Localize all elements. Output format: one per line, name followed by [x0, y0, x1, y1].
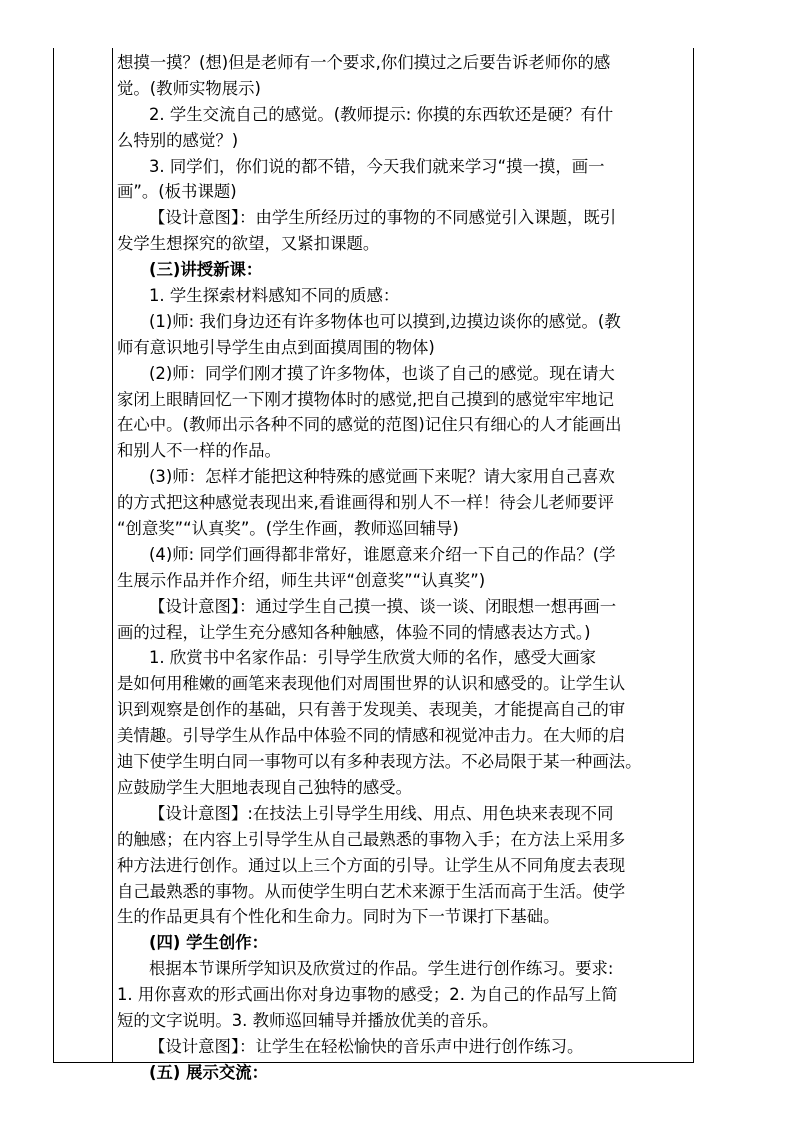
text-line: 画的过程，让学生充分感知各种触感，体验不同的情感表达方式。) [117, 622, 591, 642]
table-column-divider [112, 48, 113, 1063]
text-line: (4)师: 同学们画得都非常好，谁愿意来介绍一下自己的作品？(学 [149, 544, 616, 564]
text-line: 么特别的感觉？) [117, 130, 239, 150]
lesson-content [117, 50, 690, 1086]
text-line: 【设计意图】：由学生所经历过的事物的不同感觉引入课题，既引 [149, 208, 617, 228]
text-line: (3)师：怎样才能把这种特殊的感觉画下来呢？请大家用自己喜欢 [149, 467, 615, 487]
text-line: 和别人不一样的作品。 [117, 441, 281, 461]
text-line: 是如何用稚嫩的画笔来表现他们对周围世界的认识和感受的。让学生认 [117, 674, 626, 694]
text-line: 在心中。(教师出示各种不同的感觉的范图)记住只有细心的人才能画出 [117, 415, 622, 435]
text-line: 生展示作品并作介绍，师生共评“创意奖”“认真奖”) [117, 570, 486, 590]
text-line: 2. 学生交流自己的感觉。(教师提示: 你摸的东西软还是硬？有什 [149, 104, 614, 124]
section-heading: (四) 学生创作： [149, 933, 269, 953]
table-left-border [53, 48, 54, 1063]
text-line: 美情趣。引导学生从作品中体验不同的情感和视觉冲击力。在大师的启 [117, 726, 626, 746]
text-line: “创意奖”“认真奖”。(学生作画，教师巡回辅导) [117, 519, 459, 539]
text-line: 1. 学生探索材料感知不同的质感： [149, 286, 400, 306]
text-line: 家闭上眼睛回忆一下刚才摸物体时的感觉,把自己摸到的感觉牢牢地记 [117, 389, 614, 409]
text-line: 1. 欣赏书中名家作品：引导学生欣赏大师的名作，感受大画家 [149, 648, 597, 668]
text-line: (2)师：同学们刚才摸了许多物体，也谈了自己的感觉。现在请大 [149, 363, 615, 383]
section-heading: (五) 展示交流： [149, 1062, 269, 1082]
table-right-border [693, 48, 694, 1063]
text-line: 3. 同学们，你们说的都不错，今天我们就来学习“摸一摸，画一 [149, 156, 605, 176]
text-line: 师有意识地引导学生由点到面摸周围的物体) [117, 337, 435, 357]
text-line: 短的文字说明。3. 教师巡回辅导并播放优美的音乐。 [117, 1010, 499, 1030]
text-line: 的触感；在内容上引导学生从自己最熟悉的事物入手；在方法上采用多 [117, 829, 626, 849]
text-line: 根据本节课所学知识及欣赏过的作品。学生进行创作练习。要求: [149, 959, 614, 979]
text-line: 1. 用你喜欢的形式画出你对身边事物的感受；2. 为自己的作品写上简 [117, 985, 618, 1005]
text-line: 发学生想探究的欲望，又紧扣课题。 [117, 234, 380, 254]
text-line: 画”。(板书课题) [117, 182, 237, 202]
text-line: 【设计意图】：让学生在轻松愉快的音乐声中进行创作练习。 [149, 1036, 584, 1056]
section-heading: (三)讲授新课： [149, 260, 263, 280]
text-line: (1)师: 我们身边还有许多物体也可以摸到,边摸边谈你的感觉。(教 [149, 311, 621, 331]
text-line: 觉。(教师实物展示) [117, 78, 261, 98]
text-line: 生的作品更具有个性化和生命力。同时为下一节课打下基础。 [117, 907, 560, 927]
text-line: 的方式把这种感觉表现出来,看谁画得和别人不一样！待会儿老师要评 [117, 493, 614, 513]
text-line: 识到观察是创作的基础，只有善于发现美、表现美，才能提高自己的审 [117, 700, 626, 720]
text-line: 自己最熟悉的事物。从而使学生明白艺术来源于生活而高于生活。使学 [117, 881, 626, 901]
text-line: 种方法进行创作。通过以上三个方面的引导。让学生从不同角度去表现 [117, 855, 626, 875]
text-line: 迪下使学生明白同一事物可以有多种表现方法。不必局限于某一种画法。 [117, 752, 642, 772]
text-line: 应鼓励学生大胆地表现自己独特的感受。 [117, 777, 413, 797]
text-line: 想摸一摸？(想)但是老师有一个要求,你们摸过之后要告诉老师你的感 [117, 53, 611, 72]
text-line: 【设计意图】：通过学生自己摸一摸、谈一谈、闭眼想一想再画一 [149, 596, 617, 616]
text-line: 【设计意图】:在技法上引导学生用线、用点、用色块来表现不同 [149, 803, 614, 823]
